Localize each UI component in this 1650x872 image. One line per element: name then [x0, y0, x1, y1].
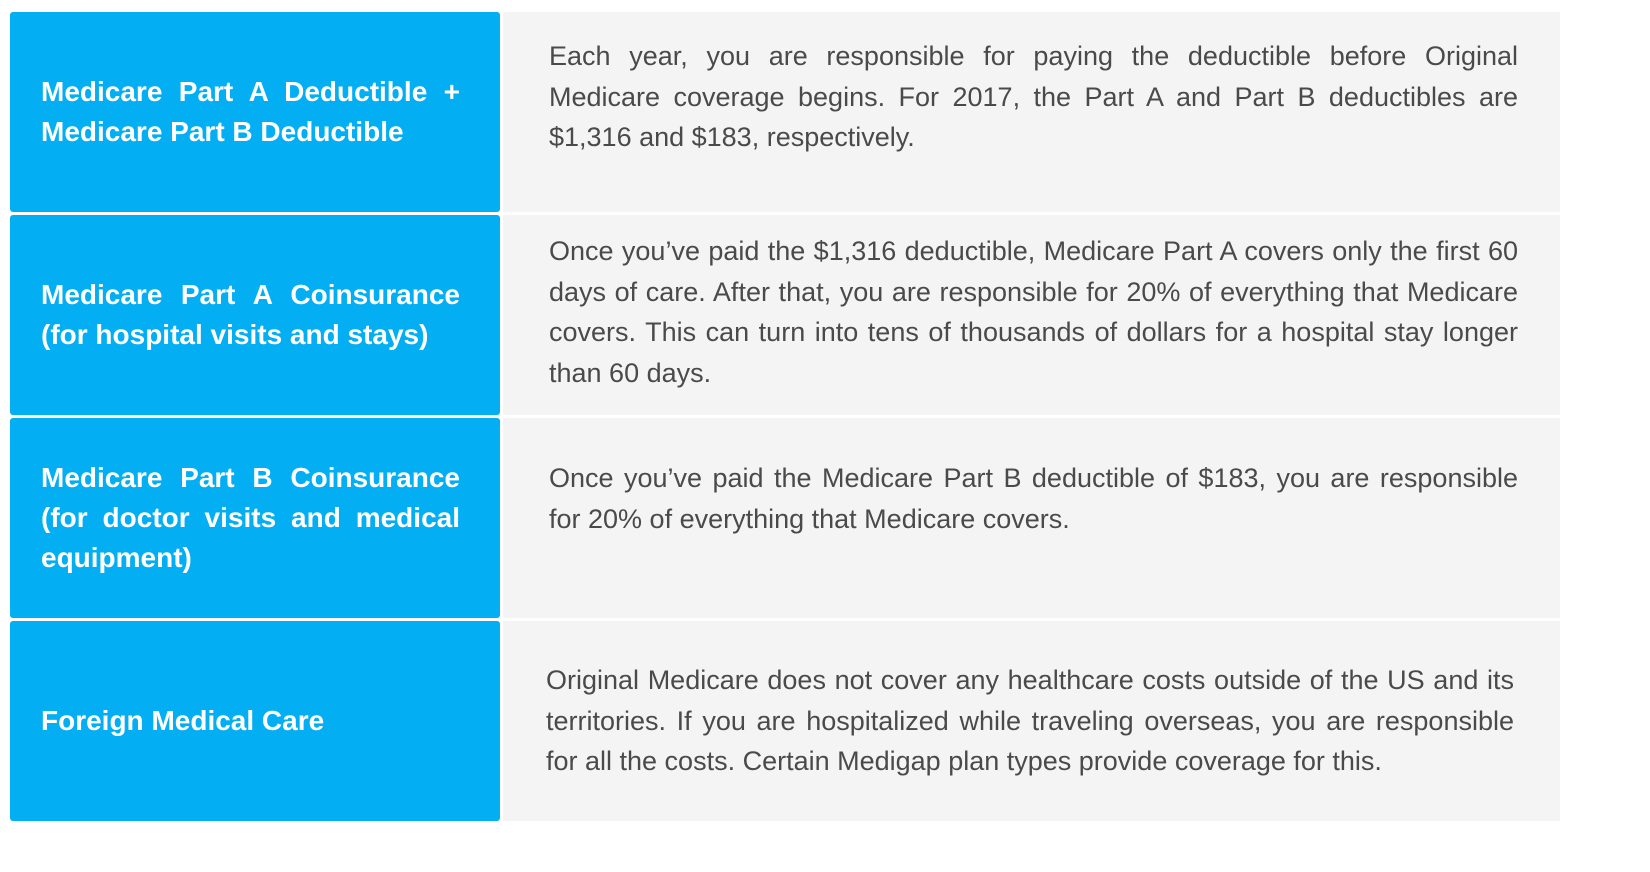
row-label: Medicare Part A Deductible + Medicare Part B Deductible: [41, 76, 460, 147]
row-description-cell: [503, 621, 1560, 821]
row-label-cell: [10, 215, 500, 415]
row-description: Each year, you are responsible for paying the deductible before Original Medicare coverage begins. For 2017, the Part A and Part B deductibles are $1,316 and $183, respectively.: [549, 41, 1518, 152]
row-description: Original Medicare does not cover any healthcare costs outside of the US and its territories. If you are hospitalized while traveling overseas, you are responsible for all the costs. Certain Medigap plan types provide coverage for this.: [546, 665, 1514, 777]
row-description: Once you’ve paid the $1,316 deductible, Medicare Part A covers only the first 60 days of care. After that, you are responsible for 20% of everything that Medicare covers. This can turn into tens of thousands of dollars for a hospital stay longer than 60 days.: [549, 236, 1518, 388]
row-description-cell: [503, 12, 1560, 212]
row-label-cell: [10, 621, 500, 821]
table-row-part-a-b-deductible: [10, 12, 1560, 212]
table-row-part-a-coinsurance: [10, 215, 1560, 415]
row-description-cell: [503, 215, 1560, 415]
row-label-cell: [10, 12, 500, 212]
row-label: Medicare Part A Coinsurance (for hospital visits and stays): [41, 279, 460, 350]
row-description-cell: [503, 418, 1560, 618]
row-label: Foreign Medical Care: [41, 705, 325, 736]
row-label: Medicare Part B Coinsurance (for doctor visits and medical equipment): [41, 462, 460, 573]
row-label-cell: [10, 418, 500, 618]
table-row-part-b-coinsurance: [10, 418, 1560, 618]
row-description: Once you’ve paid the Medicare Part B deductible of $183, you are responsible for 20% of everything that Medicare covers.: [549, 463, 1518, 534]
medicare-costs-table: [10, 12, 1560, 824]
table-row-foreign-medical-care: [10, 621, 1560, 821]
